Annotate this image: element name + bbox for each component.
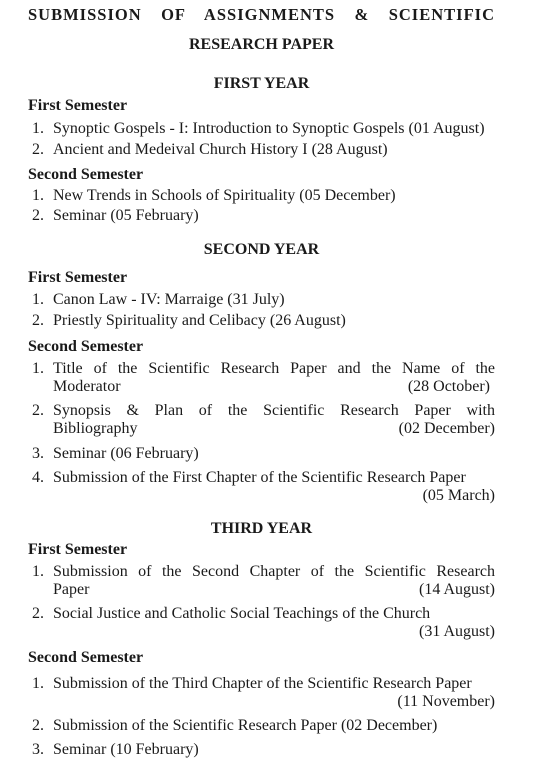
list-item <box>28 360 495 396</box>
list-item <box>28 605 495 641</box>
item-number: 2. <box>32 207 44 224</box>
item-number: 1. <box>32 291 44 308</box>
item-text: Submission of the Second Chapter of the Scientific Research <box>53 563 495 580</box>
list-item <box>28 675 495 711</box>
item-text: Ancient and Medeival Church History I (28 August) <box>53 141 388 158</box>
item-text: Seminar (05 February) <box>53 207 199 224</box>
item-number: 2. <box>32 402 44 419</box>
item-text: Seminar (10 February) <box>53 741 199 758</box>
item-number: 3. <box>32 741 44 758</box>
item-number: 1. <box>32 563 44 580</box>
item-number: 1. <box>32 120 44 137</box>
item-text: Submission of the Scientific Research Paper (02 December) <box>53 717 438 734</box>
second-year-sem2-heading: Second Semester <box>28 338 144 355</box>
list-item <box>28 469 495 505</box>
document-title-line-1: SUBMISSION OF ASSIGNMENTS & SCIENTIFIC <box>28 5 495 24</box>
item-number: 4. <box>32 469 44 486</box>
item-number: 1. <box>32 187 44 204</box>
item-number: 2. <box>32 605 44 622</box>
first-year-heading: FIRST YEAR <box>213 75 310 92</box>
item-text: Social Justice and Catholic Social Teachings of the Church <box>53 605 431 622</box>
item-number: 1. <box>32 360 44 377</box>
item-date: (28 October) <box>407 378 490 395</box>
third-year-sem2-heading: Second Semester <box>28 649 144 666</box>
first-year-sem1-heading: First Semester <box>28 97 128 114</box>
item-text: New Trends in Schools of Spirituality (05 December) <box>53 187 396 204</box>
item-number: 2. <box>32 312 44 329</box>
item-text: Canon Law - IV: Marraige (31 July) <box>53 291 285 308</box>
item-text: Synoptic Gospels - I: Introduction to Synoptic Gospels (01 August) <box>53 120 485 137</box>
item-text-continued: Paper <box>53 581 90 598</box>
third-year-sem1-heading: First Semester <box>28 541 128 558</box>
item-text: Seminar (06 February) <box>53 445 199 462</box>
item-number: 3. <box>32 445 44 462</box>
item-date: (02 December) <box>398 420 495 437</box>
list-item <box>28 563 495 599</box>
item-text: Priestly Spirituality and Celibacy (26 August) <box>53 312 346 329</box>
item-number: 2. <box>32 717 44 734</box>
third-year-heading: THIRD YEAR <box>210 520 313 537</box>
item-text: Title of the Scientific Research Paper and the Name of the <box>53 360 495 377</box>
first-year-sem2-heading: Second Semester <box>28 166 144 183</box>
item-date: (05 March) <box>422 487 495 504</box>
list-item <box>28 402 495 438</box>
item-text: Submission of the Third Chapter of the Scientific Research Paper <box>53 675 472 692</box>
item-text: Submission of the First Chapter of the Scientific Research Paper <box>53 469 466 486</box>
item-date: (31 August) <box>419 623 495 640</box>
second-year-sem1-heading: First Semester <box>28 269 128 286</box>
item-number: 2. <box>32 141 44 158</box>
item-text-continued: Bibliography <box>53 420 138 437</box>
item-date: (11 November) <box>397 693 495 710</box>
item-text-continued: Moderator <box>53 378 121 395</box>
second-year-heading: SECOND YEAR <box>203 241 320 258</box>
document-title-line-2: RESEARCH PAPER <box>188 36 335 53</box>
item-number: 1. <box>32 675 44 692</box>
item-text: Synopsis & Plan of the Scientific Research Paper with <box>53 402 495 419</box>
item-date: (14 August) <box>419 581 495 598</box>
